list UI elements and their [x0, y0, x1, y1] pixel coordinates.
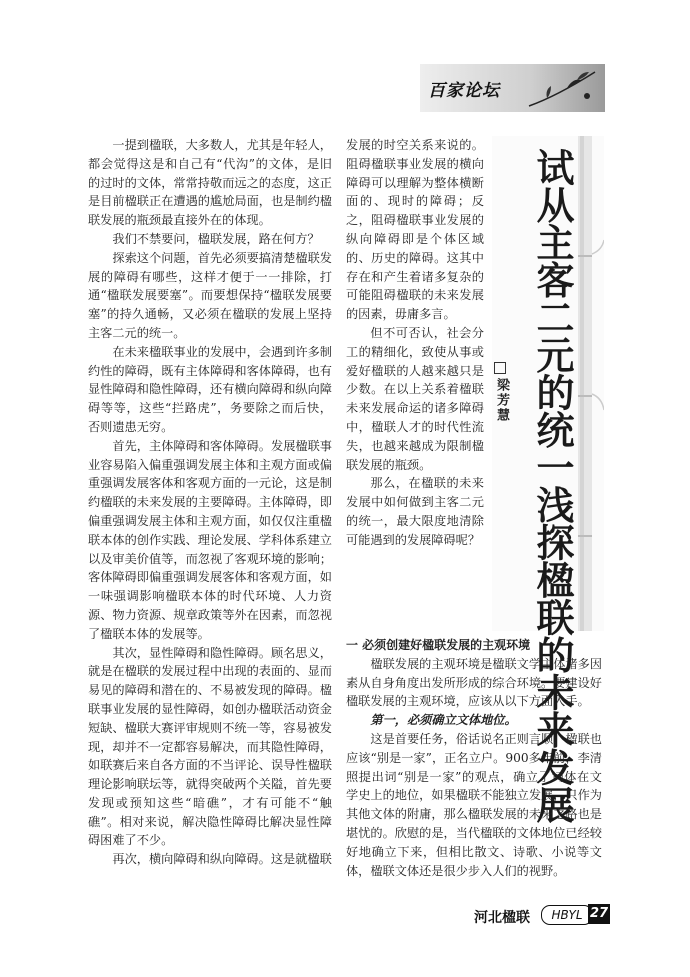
paragraph: 再次，横向障碍和纵向障碍。这是就楹联 — [112, 852, 332, 867]
paragraph: 一提到楹联，大多数人，尤其是年轻人，都会觉得这是和自己有“代沟”的文体，是旧的过时的文体，常常持敬而远之的态度，这正是目前楹联正在遭遇的尴尬局面，也是制约楹联发展的瓶颈最直接外在的体现。 — [88, 138, 332, 228]
paragraph: 发展的时空关系来说的。阻碍楹联事业发展的横向障碍可以理解为整体横断面的、现时的障碍；反之，阻碍楹联事业发展的纵向障碍即是个体区域的、历史的障碍。这其中存在和产生着诸多复杂的可能阻碍楹联的未来发展的因素，毋庸多言。 — [346, 138, 484, 322]
left-column — [88, 136, 332, 869]
bird-branch-icon — [527, 66, 597, 110]
page-number: 27 — [588, 904, 610, 924]
paragraph: 那么，在楹联的未来发展中如何做到主客二元的统一，最大限度地清除可能遇到的发展障碍呢？ — [346, 476, 484, 547]
paragraph: 首先，主体障碍和客体障碍。发展楹联事业容易陷入偏重强调发展主体和主观方面或偏重强调发展客体和客观方面的一元论，这是制约楹联的未来发展的主要障碍。主体障碍，即偏重强调发展主体和主观方面，如仅仅注重楹联本体的创作实践、理论发展、学科体系建立以及审美价值等，而忽视了客观环境的影响；客体障碍即偏重强调发展客体和客观方面，如一味强调影响楹联本体的时代环境、人力资源、物力资源、规章政策等外在因素，而忽视了楹联本体的发展等。 — [88, 438, 332, 641]
section-subheading: 一 必须创建好楹联发展的主观环境 — [346, 638, 531, 652]
paragraph: 但不可否认，社会分工的精细化，致使从事或爱好楹联的人越来越只是少数。在以上关系着楹联未来发展命运的诸多障碍中，楹联人才的时代性流失，也越来越成为限制楹联发展的瓶颈。 — [346, 325, 484, 472]
paragraph: 其次，显性障碍和隐性障碍。顾名思义，就是在楹联的发展过程中出现的表面的、显而易见的障碍和潜在的、不易被发现的障碍。楹联事业发展的显性障碍，如创办楹联活动资金短缺、楹联大赛评审规则不统一等，容易被发现，却并不一定都容易解决，而其隐性障碍，如联赛后来自各方面的不当评论、误导性楹联理论影响联坛等，就得突破两个关隘，首先要发现或预知这些“暗礁”，才有可能不“触礁”。相对来说，解决隐性障碍比解决显性障碍困难了不少。 — [88, 645, 332, 848]
section-title: 百家论坛 — [428, 81, 500, 101]
journal-abbreviation: HBYL — [541, 905, 593, 925]
author-name: 梁芳慧 — [494, 378, 509, 423]
paragraph: 在未来楹联事业的发展中，会遇到许多制约性的障碍，既有主体障碍和客体障碍，也有显性障碍和隐性障碍，还有横向障碍和纵向障碍等等，这些“拦路虎”，务要除之而后快，否则遗患无穷。 — [88, 344, 332, 434]
middle-column — [346, 136, 484, 550]
paragraph: 我们不禁要问，楹联发展，路在何方？ — [112, 231, 320, 246]
journal-name: 河北楹联 — [474, 910, 530, 926]
subsection-heading: 第一，必须确立文体地位。 — [370, 713, 517, 728]
article-title: 试从主客二元的统一浅探楹联的未来发展 — [530, 148, 574, 823]
paragraph: 探索这个问题，首先必须要搞清楚楹联发展的障碍有哪些，这样才便于一一排除，打通“楹联发展要塞”。而要想保持“楹联发展要塞”的持久通畅，又必须在楹联的发展上坚持主客二元的统一。 — [88, 250, 332, 340]
author-square-icon — [494, 362, 506, 374]
paragraph: 这是首要任务，俗话说名正则言顺，楹联也应该“别是一家”，正名立户。900多年前，李清照提出词“别是一家”的观点，确立了词体在文学史上的地位，如果楹联不能独立发展，只作为其他文体的附庸，那么楹联发展的未来之路也是堪忧的。欣慰的是，当代楹联的文体地位已经较好地确立下来，但相比散文、诗歌、小说等文体，楹联文体还是很少步入人们的视野。 — [346, 731, 602, 878]
bottom-section — [346, 636, 602, 880]
paragraph: 楹联发展的主观环境是楹联文学主体诸多因素从自身角度出发所形成的综合环境。要建设好楹联发展的主观环境，应该从以下方面入手。 — [346, 656, 602, 709]
